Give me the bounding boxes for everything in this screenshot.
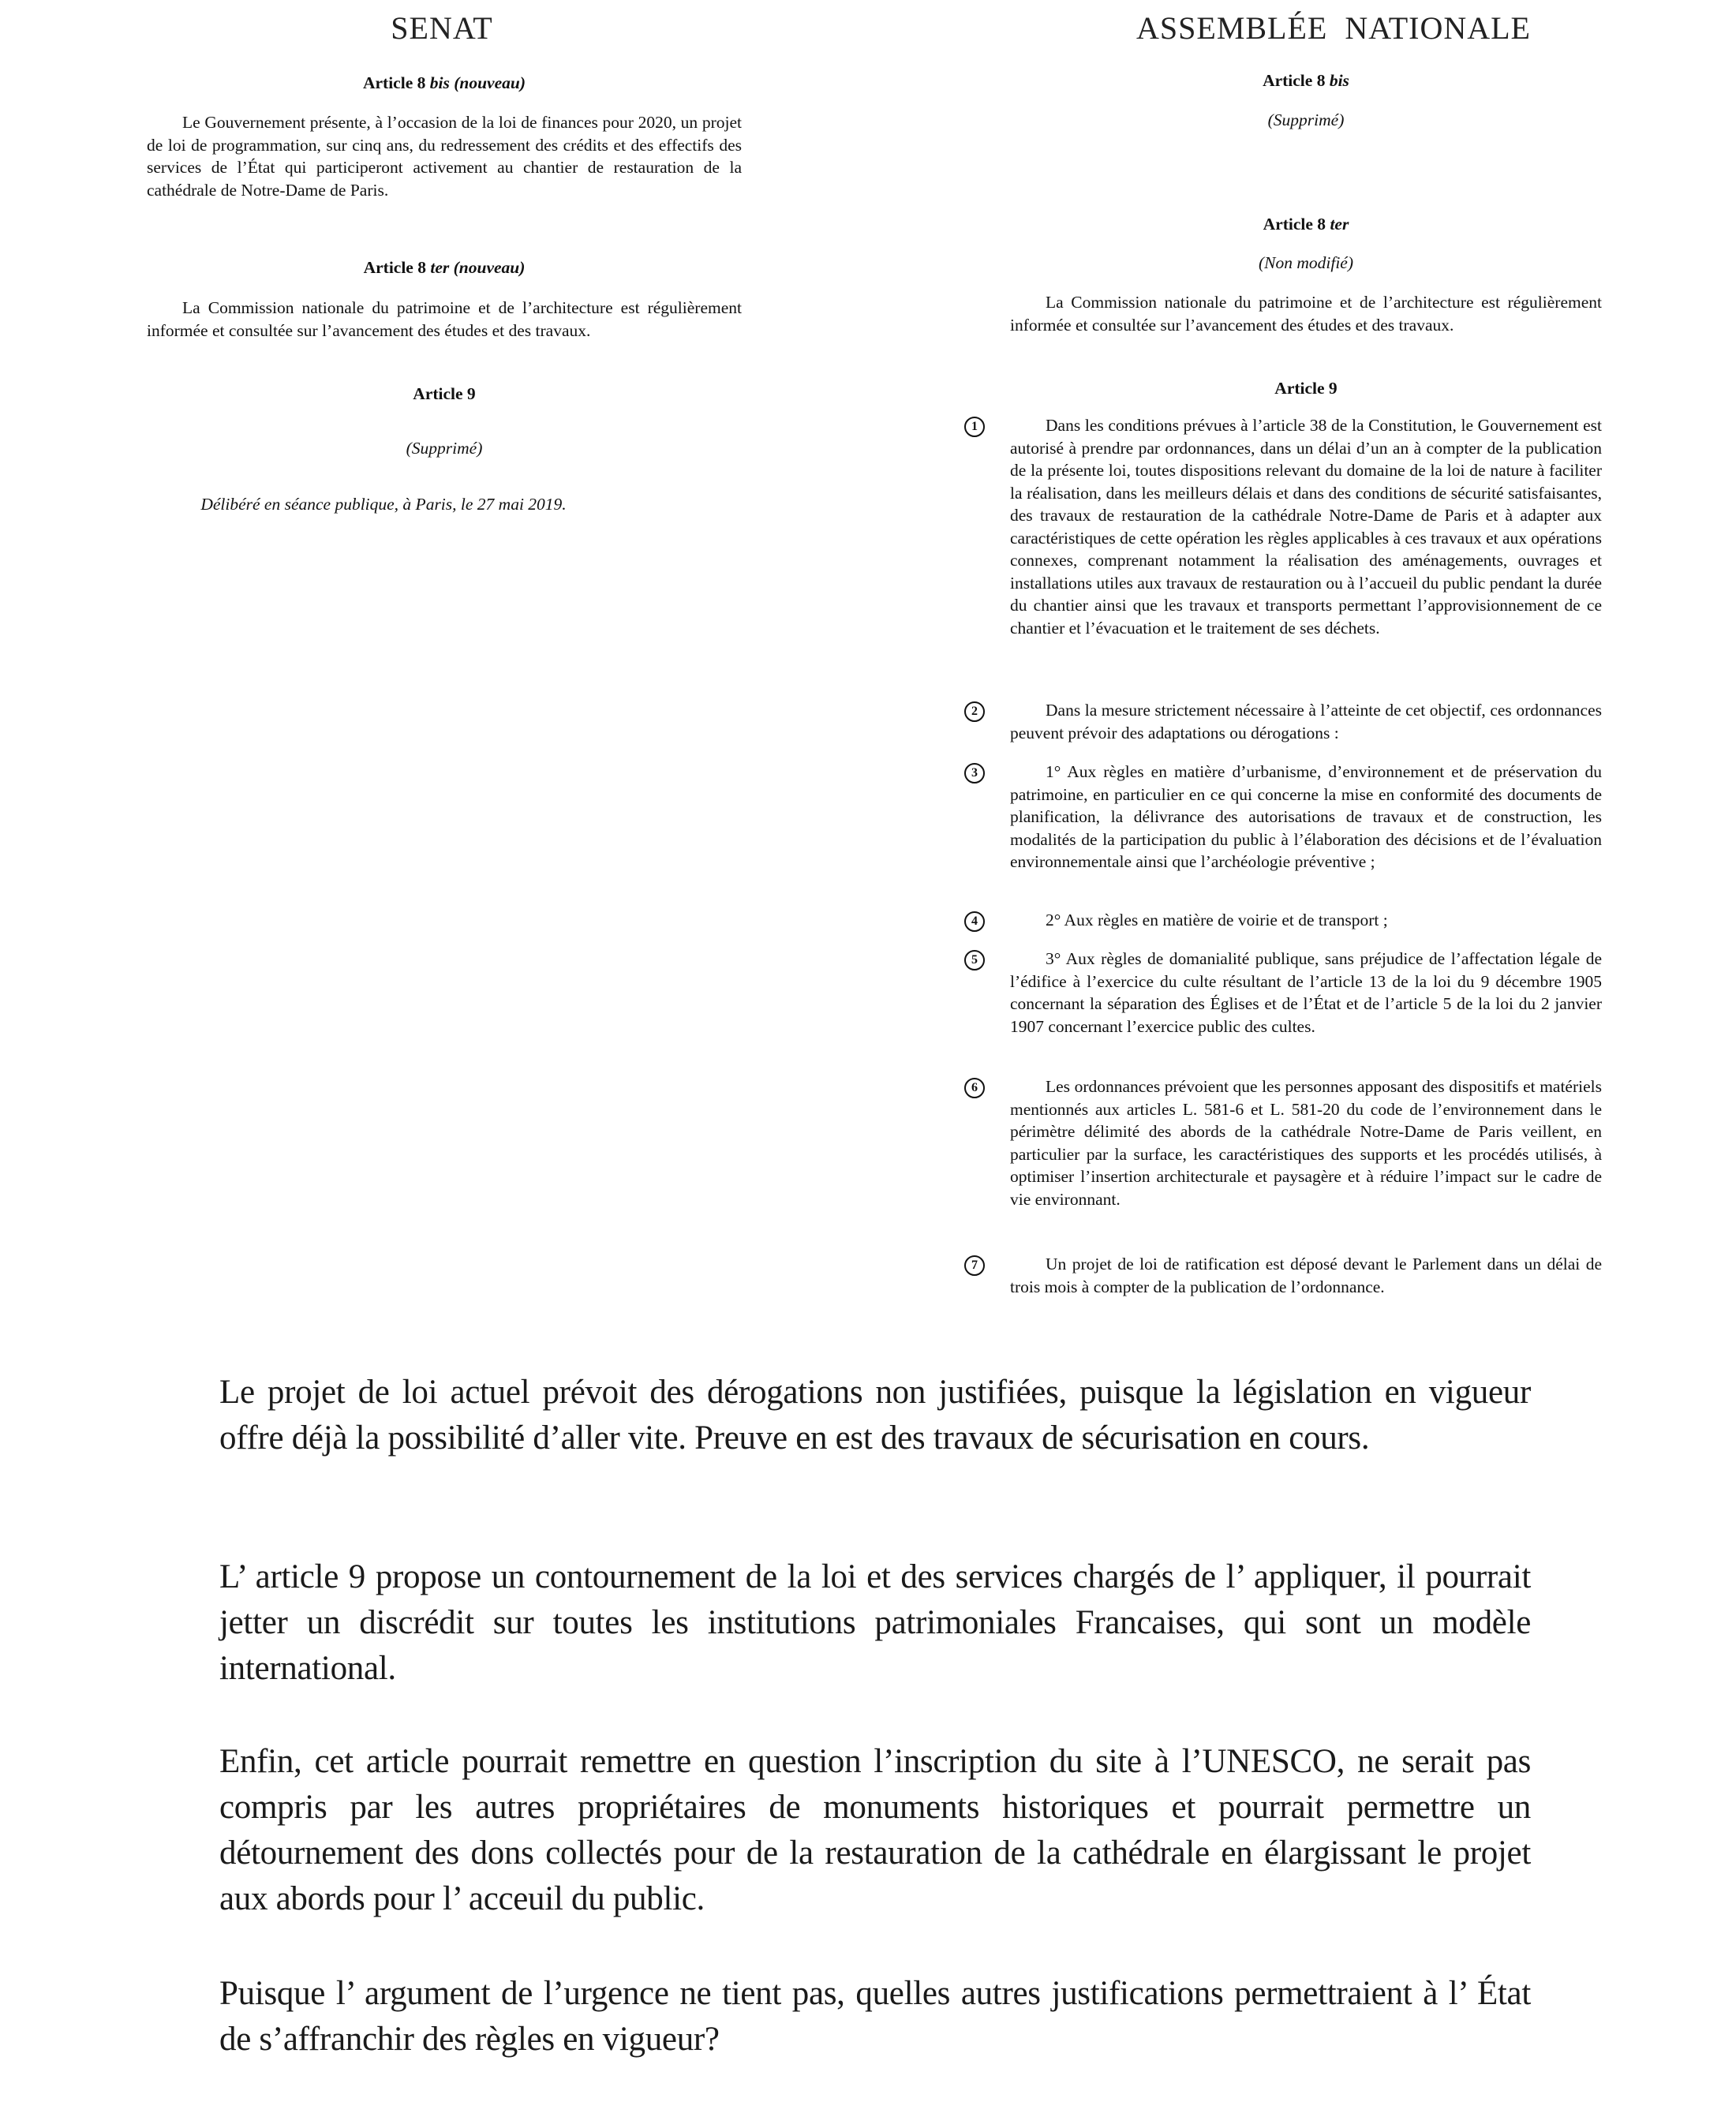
alinea-2-text: Dans la mesure strictement nécessaire à l’atteinte de cet objectif, ces ordonnances peuvent prévoir des adaptations ou dérogations : — [1010, 701, 1602, 742]
senat-article-8bis-text: Le Gouvernement présente, à l’occasion de la loi de finances pour 2020, un projet de loi de programmation, sur cinq ans, du redressement des crédits et des effectifs des services de l’État qui participeront activement au chantier de restauration de la cathédrale de Notre-Dame de Paris. — [147, 113, 742, 200]
senat-title: SENAT — [391, 10, 493, 46]
alinea-1-text: Dans les conditions prévues à l’article 38 de la Constitution, le Gouvernement est autorisé à prendre par ordonnances, dans un délai d’un an à compter de la publication de la présente loi, toutes dispositions relevant du domaine de la loi de nature à faciliter la réalisation, dans les meilleurs délais et dans des conditions de sécurité satisfaisantes, des travaux de restauration de la cathédrale Notre-Dame de Paris et à adapter aux caractéristiques de cette opération les règles applicables à ces travaux et aux opérations connexes, comprenant notamment la réalisation des aménagements, ouvrages et installations utiles aux travaux de restauration ou à l’accueil du public pendant la durée du chantier ainsi que les travaux et transports permettant l’approvisionnement de ce chantier et l’évacuation et le traitement de ses déchets. — [1010, 416, 1602, 638]
senat-article-8ter-text: La Commission nationale du patrimoine et de l’architecture est régulièrement informée et consultée sur l’avancement des études et des travaux. — [147, 298, 742, 340]
senat-closing-statement: Délibéré en séance publique, à Paris, le 27 mai 2019. — [200, 495, 567, 514]
alinea-3-text: 1° Aux règles en matière d’urbanisme, d’environnement et de préservation du patrimoine, en particulier en ce qui concerne la mise en conformité des documents de planification, la délivrance des autorisations de travaux et de construction, les modalités de la participation du public à l’élaboration des décisions et de l’évaluation environnementale ainsi que l’archéologie préventive ; — [1010, 762, 1602, 871]
alinea-number-5: 5 — [964, 950, 985, 970]
alinea-number-1: 1 — [964, 417, 985, 437]
an-article-8ter-text: La Commission nationale du patrimoine et de l’architecture est régulièrement informée et consultée sur l’avancement des études et des travaux. — [1010, 293, 1602, 335]
senat-article-8ter-heading: Article 8 ter (nouveau) — [363, 258, 526, 277]
senat-article-9-status: (Supprimé) — [406, 439, 483, 458]
commentary-paragraph-3: Enfin, cet article pourrait remettre en question l’inscription du site à l’UNESCO, ne serait pas compris par les autres propriétaires de monuments historiques et pourrait permettre un détournement des dons collectés pour de la restauration de la cathédrale en élargissant le projet aux abords pour l’ acceuil du public. — [219, 1743, 1531, 1917]
senat-article-8bis-heading: Article 8 bis (nouveau) — [362, 73, 526, 92]
an-article-8bis-status: (Supprimé) — [1267, 110, 1345, 129]
alinea-number-2: 2 — [964, 701, 985, 722]
commentary-paragraph-4: Puisque l’ argument de l’urgence ne tient pas, quelles autres justifications permettraient à l’ État de s’affranchir des règles en vigueur? — [219, 1975, 1531, 2058]
commentary-paragraph-1: Le projet de loi actuel prévoit des dérogations non justifiées, puisque la législation en vigueur offre déjà la possibilité d’aller vite. Preuve en est des travaux de sécurisation en cours. — [219, 1374, 1531, 1457]
alinea-5-text: 3° Aux règles de domanialité publique, sans préjudice de l’affectation légale de l’édifice à l’exercice du culte résultant de l’article 13 de la loi du 9 décembre 1905 concernant la séparation des Églises et de l’État et de l’article 5 de la loi du 2 janvier 1907 concernant l’exercice public des cultes. — [1010, 949, 1602, 1036]
alinea-4-text: 2° Aux règles en matière de voirie et de transport ; — [1046, 911, 1388, 929]
senat-article-9-heading: Article 9 — [413, 384, 476, 403]
alinea-number-6: 6 — [964, 1078, 985, 1098]
assemblee-title: ASSEMBLÉE NATIONALE — [1136, 10, 1531, 46]
an-article-8ter-status: (Non modifié) — [1258, 253, 1354, 272]
an-article-8ter-heading: Article 8 ter — [1263, 215, 1349, 234]
alinea-number-3: 3 — [964, 763, 985, 783]
alinea-6-text: Les ordonnances prévoient que les personnes apposant des dispositifs et matériels mentionnés aux articles L. 581-6 et L. 581-20 du code de l’environnement dans le périmètre délimité des abords de la cathédrale Notre-Dame de Paris veillent, en particulier par la surface, les caractéristiques des supports et les procédés utilisés, à optimiser l’insertion architecturale et paysagère et à réduire l’impact sur le cadre de vie environnant. — [1010, 1077, 1602, 1209]
alinea-number-7: 7 — [964, 1255, 985, 1276]
an-article-8bis-heading: Article 8 bis — [1263, 71, 1349, 90]
an-article-9-heading: Article 9 — [1274, 379, 1338, 398]
alinea-7-text: Un projet de loi de ratification est déposé devant le Parlement dans un délai de trois mois à compter de la publication de l’ordonnance. — [1010, 1255, 1602, 1296]
commentary-paragraph-2: L’ article 9 propose un contournement de la loi et des services chargés de l’ appliquer, il pourrait jetter un discrédit sur toutes les institutions patrimoniales Francaises, qui sont un modèle international. — [219, 1558, 1531, 1687]
alinea-number-4: 4 — [964, 911, 985, 932]
